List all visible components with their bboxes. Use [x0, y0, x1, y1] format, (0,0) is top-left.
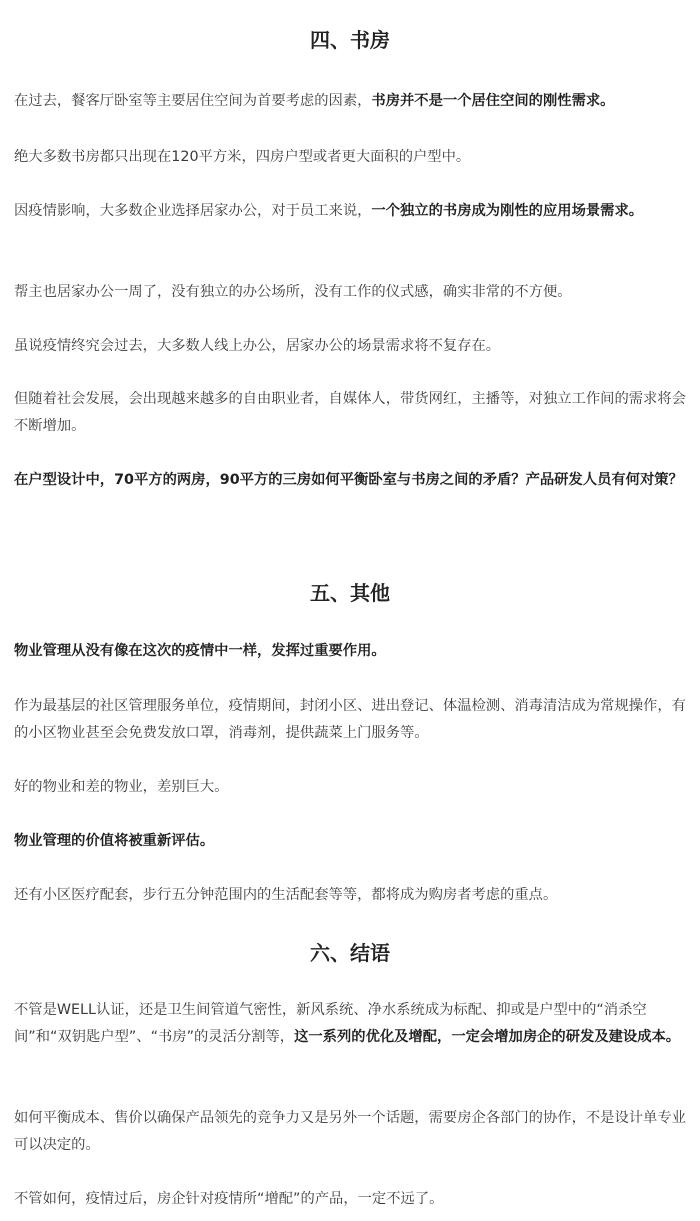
- paragraph-emphasis: 物业管理从没有像在这次的疫情中一样，发挥过重要作用。: [14, 643, 386, 659]
- paragraph-emphasis: 这一系列的优化及增配，一定会增加房企的研发及建设成本。: [294, 1029, 681, 1045]
- paragraph-emphasis: 书房并不是一个居住空间的刚性需求。: [371, 93, 615, 109]
- paragraph: 但随着社会发展，会出现越来越多的自由职业者，自媒体人，带货网红，主播等，对独立工作间的需求将会不断增加。: [14, 391, 686, 434]
- paragraph: 虽说疫情终究会过去，大多数人线上办公，居家办公的场景需求将不复存在。: [14, 338, 501, 354]
- paragraph: 如何平衡成本、售价以确保产品领先的竞争力又是另外一个话题，需要房企各部门的协作，不是设计单专业可以决定的。: [14, 1110, 686, 1153]
- paragraph: 绝大多数书房都只出现在120平方米，四房户型或者更大面积的户型中。: [14, 149, 471, 165]
- paragraph-emphasis: 在户型设计中，70平方的两房，90平方的三房如何平衡卧室与书房之间的矛盾？产品研发人员有何对策？: [14, 472, 683, 488]
- paragraph: 还有小区医疗配套，步行五分钟范围内的生活配套等等，都将成为购房者考虑的重点。: [14, 887, 558, 903]
- paragraph-text: 不管是WELL认证，还是卫生间管道气密性，新风系统、净水系统成为标配、抑或是户型中的“消杀空间”和“双钥匙户型”、“书房”的灵活分割等，: [14, 1002, 647, 1045]
- section-heading-conclusion: 六、结语: [310, 941, 390, 965]
- paragraph: 不管如何，疫情过后，房企针对疫情所“增配”的产品，一定不远了。: [14, 1191, 444, 1207]
- paragraph-emphasis: 物业管理的价值将被重新评估。: [14, 833, 215, 849]
- section-heading-other: 五、其他: [310, 581, 390, 605]
- paragraph: [14, 88, 690, 115]
- paragraph: [14, 997, 690, 1051]
- paragraph-emphasis: 一个独立的书房成为刚性的应用场景需求。: [371, 203, 644, 219]
- section-heading-study: 四、书房: [310, 28, 390, 52]
- paragraph: 好的物业和差的物业，差别巨大。: [14, 779, 229, 795]
- paragraph: [14, 198, 690, 225]
- paragraph: 作为最基层的社区管理服务单位，疫情期间，封闭小区、进出登记、体温检测、消毒清洁成为常规操作，有的小区物业甚至会免费发放口罩，消毒剂，提供蔬菜上门服务等。: [14, 698, 686, 741]
- paragraph: 帮主也居家办公一周了，没有独立的办公场所，没有工作的仪式感，确实非常的不方便。: [14, 284, 572, 300]
- paragraph-text: 因疫情影响，大多数企业选择居家办公，对于员工来说，: [14, 203, 372, 219]
- paragraph-text: 在过去，餐客厅卧室等主要居住空间为首要考虑的因素，: [14, 93, 372, 109]
